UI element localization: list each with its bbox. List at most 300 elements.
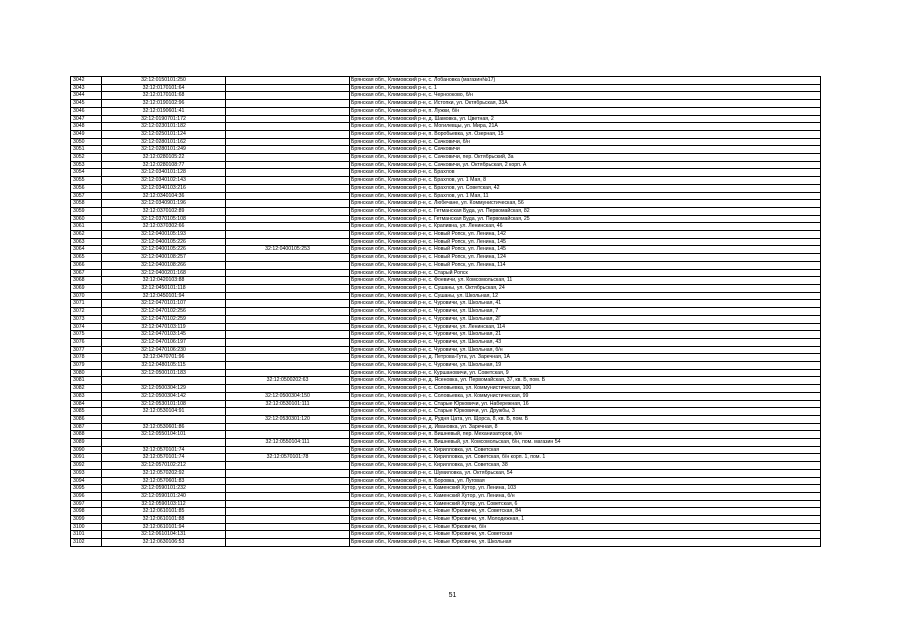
cadastral-number-cell: 32:12:0480105:115 [102, 362, 226, 370]
cadastral-number-cell: 32:12:0500304:142 [102, 392, 226, 400]
table-row [71, 138, 821, 146]
row-number-cell: 3054 [71, 169, 102, 177]
row-number-cell: 3066 [71, 261, 102, 269]
address-cell: Брянская обл., Климовский р-н, с. Гетманская Буда, ул. Первомайская, 25 [350, 215, 821, 223]
address-cell: Брянская обл., Климовский р-н, с. Куршановичи, ул. Советская, 9 [350, 369, 821, 377]
table-row [71, 308, 821, 316]
related-cadastral-number-cell [226, 184, 350, 192]
row-number-cell: 3071 [71, 300, 102, 308]
related-cadastral-number-cell: 32:12:0550104:111 [226, 439, 350, 447]
table-row [71, 469, 821, 477]
address-cell: Брянская обл., Климовский р-н, п. Вишневый, ул. Комсомольская, б/н, пом. магазин 54 [350, 439, 821, 447]
table-row [71, 300, 821, 308]
related-cadastral-number-cell [226, 77, 350, 85]
cadastral-number-cell: 32:12:0280108:77 [102, 161, 226, 169]
table-row [71, 454, 821, 462]
address-cell: Брянская обл., Климовский р-н, с. Сушаны, ул. Школьная, 12 [350, 292, 821, 300]
table-row [71, 161, 821, 169]
related-cadastral-number-cell [226, 469, 350, 477]
related-cadastral-number-cell [226, 354, 350, 362]
cadastral-number-cell: 32:12:0400201:168 [102, 269, 226, 277]
table-row [71, 292, 821, 300]
table-row [71, 207, 821, 215]
cadastral-number-cell: 32:12:0470102:256 [102, 308, 226, 316]
table-row [71, 377, 821, 385]
row-number-cell: 3083 [71, 392, 102, 400]
address-cell: Брянская обл., Климовский р-н, с. Сачковичи, пер. Октябрьский, 3а [350, 154, 821, 162]
table-row [71, 269, 821, 277]
related-cadastral-number-cell [226, 362, 350, 370]
row-number-cell: 3072 [71, 308, 102, 316]
related-cadastral-number-cell [226, 431, 350, 439]
cadastral-number-cell: 32:12:0250101:124 [102, 130, 226, 138]
row-number-cell: 3070 [71, 292, 102, 300]
address-cell: Брянская обл., Климовский р-н, с. Чуровичи, ул. Школьная, б/н [350, 346, 821, 354]
row-number-cell: 3084 [71, 400, 102, 408]
cadastral-number-cell: 32:12:0500101:183 [102, 369, 226, 377]
row-number-cell: 3065 [71, 254, 102, 262]
address-cell: Брянская обл., Климовский р-н, с. Шумиловка, ул. Октябрьская, 54 [350, 469, 821, 477]
table-row [71, 500, 821, 508]
address-cell: Брянская обл., Климовский р-н, с. Кирилловка, ул. Советская, 38 [350, 462, 821, 470]
table-row [71, 331, 821, 339]
row-number-cell: 3057 [71, 192, 102, 200]
table-row [71, 539, 821, 547]
row-number-cell: 3064 [71, 246, 102, 254]
address-cell: Брянская обл., Климовский р-н, с. Брахлов, ул. 1 Мая, 11 [350, 192, 821, 200]
address-cell: Брянская обл., Климовский р-н, с. Лобановка (магазин№17) [350, 77, 821, 85]
address-cell: Брянская обл., Климовский р-н, с. Соловьевка, ул. Коммунистическая, 99 [350, 392, 821, 400]
address-cell: Брянская обл., Климовский р-н, с. Старый Ропск [350, 269, 821, 277]
related-cadastral-number-cell [226, 92, 350, 100]
cadastral-number-cell: 32:12:0450101:118 [102, 284, 226, 292]
related-cadastral-number-cell [226, 277, 350, 285]
related-cadastral-number-cell [226, 192, 350, 200]
cadastral-number-cell: 32:12:0570202:92 [102, 469, 226, 477]
related-cadastral-number-cell [226, 269, 350, 277]
table-row [71, 200, 821, 208]
address-cell: Брянская обл., Климовский р-н, п. Вишневый, пер. Механизаторов, б/н [350, 431, 821, 439]
table-row [71, 446, 821, 454]
table-row [71, 523, 821, 531]
row-number-cell: 3079 [71, 362, 102, 370]
related-cadastral-number-cell [226, 516, 350, 524]
related-cadastral-number-cell [226, 446, 350, 454]
table-row [71, 231, 821, 239]
related-cadastral-number-cell [226, 485, 350, 493]
table-row [71, 485, 821, 493]
cadastral-number-cell: 32:12:0470106:197 [102, 338, 226, 346]
related-cadastral-number-cell: 32:12:0530301:120 [226, 415, 350, 423]
row-number-cell: 3058 [71, 200, 102, 208]
related-cadastral-number-cell [226, 238, 350, 246]
cadastral-number-cell: 32:12:0610101:85 [102, 508, 226, 516]
row-number-cell: 3074 [71, 323, 102, 331]
row-number-cell: 3085 [71, 408, 102, 416]
table-row [71, 462, 821, 470]
related-cadastral-number-cell [226, 477, 350, 485]
row-number-cell: 3043 [71, 84, 102, 92]
table-row [71, 431, 821, 439]
cadastral-number-cell: 32:12:0340901:196 [102, 200, 226, 208]
table-row [71, 439, 821, 447]
address-cell: Брянская обл., Климовский р-н, с. Новые Юрковичи, ул. Советская [350, 531, 821, 539]
table-row [71, 508, 821, 516]
table-row [71, 415, 821, 423]
table-row [71, 123, 821, 131]
address-cell: Брянская обл., Климовский р-н, с. Чуровичи, ул. Школьная, 2Г [350, 315, 821, 323]
related-cadastral-number-cell [226, 130, 350, 138]
related-cadastral-number-cell [226, 177, 350, 185]
row-number-cell: 3090 [71, 446, 102, 454]
related-cadastral-number-cell [226, 169, 350, 177]
table-row [71, 354, 821, 362]
row-number-cell: 3078 [71, 354, 102, 362]
address-cell: Брянская обл., Климовский р-н, с. Новые Юрковичи, ул. Молодежная, 1 [350, 516, 821, 524]
row-number-cell: 3068 [71, 277, 102, 285]
address-cell: Брянская обл., Климовский р-н, с. Новый Ропск, ул. Ленина, 114 [350, 261, 821, 269]
related-cadastral-number-cell [226, 462, 350, 470]
related-cadastral-number-cell: 32:12:0500202:63 [226, 377, 350, 385]
row-number-cell: 3098 [71, 508, 102, 516]
row-number-cell: 3102 [71, 539, 102, 547]
row-number-cell: 3062 [71, 231, 102, 239]
row-number-cell: 3086 [71, 415, 102, 423]
row-number-cell: 3087 [71, 423, 102, 431]
related-cadastral-number-cell [226, 154, 350, 162]
cadastral-number-cell: 32:12:0170101:64 [102, 84, 226, 92]
row-number-cell: 3060 [71, 215, 102, 223]
cadastral-number-cell [102, 377, 226, 385]
cadastral-number-cell: 32:12:0280101:162 [102, 138, 226, 146]
cadastral-number-cell: 32:12:0610104:131 [102, 531, 226, 539]
address-cell: Брянская обл., Климовский р-н, д. Ясеновка, ул. Первомайская, 37, кв. Б, пом. Б [350, 377, 821, 385]
related-cadastral-number-cell [226, 315, 350, 323]
cadastral-number-cell: 32:12:0590101:240 [102, 492, 226, 500]
related-cadastral-number-cell [226, 123, 350, 131]
related-cadastral-number-cell [226, 200, 350, 208]
address-cell: Брянская обл., Климовский р-н, с. Кирилловка, ул. Советская [350, 446, 821, 454]
related-cadastral-number-cell [226, 300, 350, 308]
row-number-cell: 3051 [71, 146, 102, 154]
row-number-cell: 3080 [71, 369, 102, 377]
cadastral-number-cell: 32:12:0530104:91 [102, 408, 226, 416]
address-cell: Брянская обл., Климовский р-н, с. Чуровичи, ул. Школьная, 21 [350, 331, 821, 339]
table-row [71, 238, 821, 246]
row-number-cell: 3073 [71, 315, 102, 323]
related-cadastral-number-cell [226, 492, 350, 500]
cadastral-number-cell: 32:12:0370105:108 [102, 215, 226, 223]
address-cell: Брянская обл., Климовский р-н, с. Новый Ропск, ул. Ленина, 145 [350, 246, 821, 254]
cadastral-number-cell: 32:12:0150101:250 [102, 77, 226, 85]
row-number-cell: 3089 [71, 439, 102, 447]
registry-table [70, 76, 821, 547]
table-row [71, 423, 821, 431]
table-row [71, 254, 821, 262]
related-cadastral-number-cell [226, 385, 350, 393]
row-number-cell: 3046 [71, 107, 102, 115]
address-cell: Брянская обл., Климовский р-н, с. Гетманская Буда, ул. Первомайская, 82 [350, 207, 821, 215]
address-cell: Брянская обл., Климовский р-н, с. Новые Юрковичи, б/н [350, 523, 821, 531]
row-number-cell: 3075 [71, 331, 102, 339]
row-number-cell: 3088 [71, 431, 102, 439]
table-row [71, 77, 821, 85]
row-number-cell: 3077 [71, 346, 102, 354]
row-number-cell: 3061 [71, 223, 102, 231]
cadastral-number-cell: 32:12:0610101:88 [102, 516, 226, 524]
cadastral-number-cell: 32:12:0190102:96 [102, 100, 226, 108]
address-cell: Брянская обл., Климовский р-н, с. Новый Ропск, ул. Ленина, 145 [350, 238, 821, 246]
cadastral-number-cell: 32:12:0170101:68 [102, 92, 226, 100]
address-cell: Брянская обл., Климовский р-н, с. Чуровичи, ул. Школьная, 41 [350, 300, 821, 308]
table-row [71, 277, 821, 285]
address-cell: Брянская обл., Климовский р-н, д. Шамовка, ул. Цветная, 2 [350, 115, 821, 123]
address-cell: Брянская обл., Климовский р-н, с. Новые Юрковичи, ул. Советская, 84 [350, 508, 821, 516]
table-row [71, 346, 821, 354]
cadastral-number-cell: 32:12:0230101:182 [102, 123, 226, 131]
row-number-cell: 3049 [71, 130, 102, 138]
address-cell: Брянская обл., Климовский р-н, с. Чернооково, б/н [350, 92, 821, 100]
address-cell: Брянская обл., Климовский р-н, п. Воробьевка, ул. Озерная, 15 [350, 130, 821, 138]
table-row [71, 92, 821, 100]
related-cadastral-number-cell [226, 338, 350, 346]
cadastral-number-cell: 32:12:0590103:112 [102, 500, 226, 508]
row-number-cell: 3100 [71, 523, 102, 531]
cadastral-number-cell: 32:12:0470103:145 [102, 331, 226, 339]
table-row [71, 192, 821, 200]
table-row [71, 169, 821, 177]
cadastral-number-cell: 32:12:0500304:129 [102, 385, 226, 393]
related-cadastral-number-cell [226, 369, 350, 377]
address-cell: Брянская обл., Климовский р-н, с. Каменский Хутор, ул. Советская, 6 [350, 500, 821, 508]
table-row [71, 215, 821, 223]
related-cadastral-number-cell [226, 308, 350, 316]
address-cell: Брянская обл., Климовский р-н, с. Сачковичи, б/н [350, 138, 821, 146]
cadastral-number-cell: 32:12:0370102:89 [102, 207, 226, 215]
address-cell: Брянская обл., Климовский р-н, с. Чуровичи, ул. Школьная, 43 [350, 338, 821, 346]
cadastral-number-cell: 32:12:0610101:94 [102, 523, 226, 531]
table-row [71, 385, 821, 393]
row-number-cell: 3056 [71, 184, 102, 192]
table-row [71, 362, 821, 370]
cadastral-number-cell [102, 439, 226, 447]
table-row [71, 531, 821, 539]
related-cadastral-number-cell [226, 508, 350, 516]
address-cell: Брянская обл., Климовский р-н, с. Новый Ропск, ул. Ленина, 142 [350, 231, 821, 239]
related-cadastral-number-cell [226, 323, 350, 331]
cadastral-number-cell: 32:12:0570601:83 [102, 477, 226, 485]
related-cadastral-number-cell [226, 138, 350, 146]
related-cadastral-number-cell [226, 261, 350, 269]
cadastral-number-cell: 32:12:0550104:101 [102, 431, 226, 439]
row-number-cell: 3048 [71, 123, 102, 131]
related-cadastral-number-cell [226, 207, 350, 215]
related-cadastral-number-cell [226, 500, 350, 508]
table-row [71, 323, 821, 331]
cadastral-number-cell: 32:12:0470101:107 [102, 300, 226, 308]
address-cell: Брянская обл., Климовский р-н, с. Чуровичи, ул. Ленинская, 114 [350, 323, 821, 331]
address-cell: Брянская обл., Климовский р-н, с. Сушаны, ул. Октябрьская, 24 [350, 284, 821, 292]
cadastral-number-cell: 32:12:0340103:216 [102, 184, 226, 192]
row-number-cell: 3045 [71, 100, 102, 108]
row-number-cell: 3044 [71, 92, 102, 100]
table-row [71, 84, 821, 92]
cadastral-number-cell: 32:12:0570101:74 [102, 454, 226, 462]
table-row [71, 261, 821, 269]
related-cadastral-number-cell: 32:12:0570101:78 [226, 454, 350, 462]
row-number-cell: 3069 [71, 284, 102, 292]
table-row [71, 516, 821, 524]
row-number-cell: 3097 [71, 500, 102, 508]
table-row [71, 315, 821, 323]
address-cell: Брянская обл., Климовский р-н, с. Истопки, ул. Октябрьская, 33А [350, 100, 821, 108]
cadastral-number-cell: 32:12:0570101:74 [102, 446, 226, 454]
cadastral-number-cell: 32:12:0400108:257 [102, 254, 226, 262]
cadastral-number-cell: 32:12:0590101:232 [102, 485, 226, 493]
table-row [71, 154, 821, 162]
table-row [71, 100, 821, 108]
address-cell: Брянская обл., Климовский р-н, с. Старые Юрковичи, ул. Дружбы, 3 [350, 408, 821, 416]
table-row [71, 369, 821, 377]
address-cell: Брянская обл., Климовский р-н, с. Каменский Хутор, ул. Ленина, 103 [350, 485, 821, 493]
related-cadastral-number-cell: 32:12:0400105:253 [226, 246, 350, 254]
related-cadastral-number-cell [226, 423, 350, 431]
related-cadastral-number-cell [226, 254, 350, 262]
row-number-cell: 3076 [71, 338, 102, 346]
address-cell: Брянская обл., Климовский р-н, с. Брахлов, ул. 1 Мая, 8 [350, 177, 821, 185]
cadastral-number-cell: 32:12:0280101:249 [102, 146, 226, 154]
address-cell: Брянская обл., Климовский р-н, п. Боровка, ул. Луговая [350, 477, 821, 485]
address-cell: Брянская обл., Климовский р-н, д. Петрова-Гута, ул. Заречная, 1А [350, 354, 821, 362]
address-cell: Брянская обл., Климовский р-н, п. Лужки, б/н [350, 107, 821, 115]
related-cadastral-number-cell [226, 539, 350, 547]
cadastral-number-cell: 32:12:0420103:88 [102, 277, 226, 285]
related-cadastral-number-cell [226, 223, 350, 231]
address-cell: Брянская обл., Климовский р-н, с. Могилевцы, ул. Мира, 21А [350, 123, 821, 131]
row-number-cell: 3095 [71, 485, 102, 493]
related-cadastral-number-cell [226, 523, 350, 531]
related-cadastral-number-cell [226, 331, 350, 339]
address-cell: Брянская обл., Климовский р-н, с. Сачковичи, ул. Октябрьская, 2 корп. А [350, 161, 821, 169]
table-row [71, 146, 821, 154]
table-row [71, 392, 821, 400]
row-number-cell: 3082 [71, 385, 102, 393]
cadastral-number-cell [102, 415, 226, 423]
cadastral-number-cell: 32:12:0450101:94 [102, 292, 226, 300]
address-cell: Брянская обл., Климовский р-н, с. Чуровичи, ул. Школьная, 19 [350, 362, 821, 370]
table-row [71, 246, 821, 254]
cadastral-number-cell: 32:12:0280105:22 [102, 154, 226, 162]
address-cell: Брянская обл., Климовский р-н, с. Сачковичи [350, 146, 821, 154]
registry-table-body [71, 77, 821, 547]
cadastral-number-cell: 32:12:0190601:41 [102, 107, 226, 115]
table-row [71, 492, 821, 500]
row-number-cell: 3053 [71, 161, 102, 169]
table-row [71, 338, 821, 346]
cadastral-number-cell: 32:12:0400105:193 [102, 231, 226, 239]
table-row [71, 115, 821, 123]
address-cell: Брянская обл., Климовский р-н, д. Рудня Цата, ул. Щорса, 8, кв. Б, пом. Б [350, 415, 821, 423]
address-cell: Брянская обл., Климовский р-н, с. 1 [350, 84, 821, 92]
related-cadastral-number-cell [226, 215, 350, 223]
address-cell: Брянская обл., Климовский р-н, с. Брахлов, ул. Советская, 42 [350, 184, 821, 192]
row-number-cell: 3096 [71, 492, 102, 500]
row-number-cell: 3099 [71, 516, 102, 524]
address-cell: Брянская обл., Климовский р-н, с. Новые Юрковичи, ул. Школьная [350, 539, 821, 547]
table-row [71, 408, 821, 416]
row-number-cell: 3042 [71, 77, 102, 85]
related-cadastral-number-cell [226, 161, 350, 169]
related-cadastral-number-cell [226, 531, 350, 539]
cadastral-number-cell: 32:12:0630106:53 [102, 539, 226, 547]
row-number-cell: 3093 [71, 469, 102, 477]
related-cadastral-number-cell: 32:12:0530101:111 [226, 400, 350, 408]
row-number-cell: 3081 [71, 377, 102, 385]
related-cadastral-number-cell [226, 107, 350, 115]
related-cadastral-number-cell [226, 146, 350, 154]
cadastral-number-cell: 32:12:0400105:226 [102, 246, 226, 254]
related-cadastral-number-cell [226, 115, 350, 123]
page-number: 51 [448, 592, 457, 599]
cadastral-number-cell: 32:12:0370302:66 [102, 223, 226, 231]
table-row [71, 223, 821, 231]
table-row [71, 184, 821, 192]
row-number-cell: 3094 [71, 477, 102, 485]
row-number-cell: 3101 [71, 531, 102, 539]
table-row [71, 284, 821, 292]
table-row [71, 477, 821, 485]
row-number-cell: 3047 [71, 115, 102, 123]
row-number-cell: 3055 [71, 177, 102, 185]
row-number-cell: 3059 [71, 207, 102, 215]
address-cell: Брянская обл., Климовский р-н, с. Чуровичи, ул. Школьная, 7 [350, 308, 821, 316]
cadastral-number-cell: 32:12:0340101:128 [102, 169, 226, 177]
cadastral-number-cell: 32:12:0470106:230 [102, 346, 226, 354]
address-cell: Брянская обл., Климовский р-н, д. Ивановка, ул. Заречная, 8 [350, 423, 821, 431]
related-cadastral-number-cell: 32:12:0500304:150 [226, 392, 350, 400]
address-cell: Брянская обл., Климовский р-н, с. Брахлов [350, 169, 821, 177]
cadastral-number-cell: 32:12:0470701:96 [102, 354, 226, 362]
address-cell: Брянская обл., Климовский р-н, с. Старые Юрковичи, ул. Набережная, 16 [350, 400, 821, 408]
address-cell: Брянская обл., Климовский р-н, с. Каменский Хутор, ул. Ленина, б/н [350, 492, 821, 500]
related-cadastral-number-cell [226, 292, 350, 300]
table-row [71, 107, 821, 115]
address-cell: Брянская обл., Климовский р-н, с. Соловьевка, ул. Коммунистическая, 100 [350, 385, 821, 393]
related-cadastral-number-cell [226, 284, 350, 292]
row-number-cell: 3063 [71, 238, 102, 246]
cadastral-number-cell: 32:12:0470102:259 [102, 315, 226, 323]
row-number-cell: 3050 [71, 138, 102, 146]
cadastral-number-cell: 32:12:0400105:226 [102, 238, 226, 246]
address-cell: Брянская обл., Климовский р-н, с. Кирилловка, ул. Советская, б/н корп. 1, пом. 1 [350, 454, 821, 462]
address-cell: Брянская обл., Климовский р-н, с. Любечане, ул. Коммунистическая, 56 [350, 200, 821, 208]
cadastral-number-cell: 32:12:0570102:212 [102, 462, 226, 470]
address-cell: Брянская обл., Климовский р-н, с. Новый Ропск, ул. Ленина, 124 [350, 254, 821, 262]
table-row [71, 400, 821, 408]
row-number-cell: 3067 [71, 269, 102, 277]
related-cadastral-number-cell [226, 84, 350, 92]
related-cadastral-number-cell [226, 231, 350, 239]
related-cadastral-number-cell [226, 408, 350, 416]
related-cadastral-number-cell [226, 100, 350, 108]
table-row [71, 130, 821, 138]
address-cell: Брянская обл., Климовский р-н, с. Фоевичи, ул. Комсомольская, 11 [350, 277, 821, 285]
cadastral-number-cell: 32:12:0190701:172 [102, 115, 226, 123]
row-number-cell: 3052 [71, 154, 102, 162]
cadastral-number-cell: 32:12:0340104:36 [102, 192, 226, 200]
address-cell: Брянская обл., Климовский р-н, с. Крапивна, ул. Ленинская, 46 [350, 223, 821, 231]
table-row [71, 177, 821, 185]
